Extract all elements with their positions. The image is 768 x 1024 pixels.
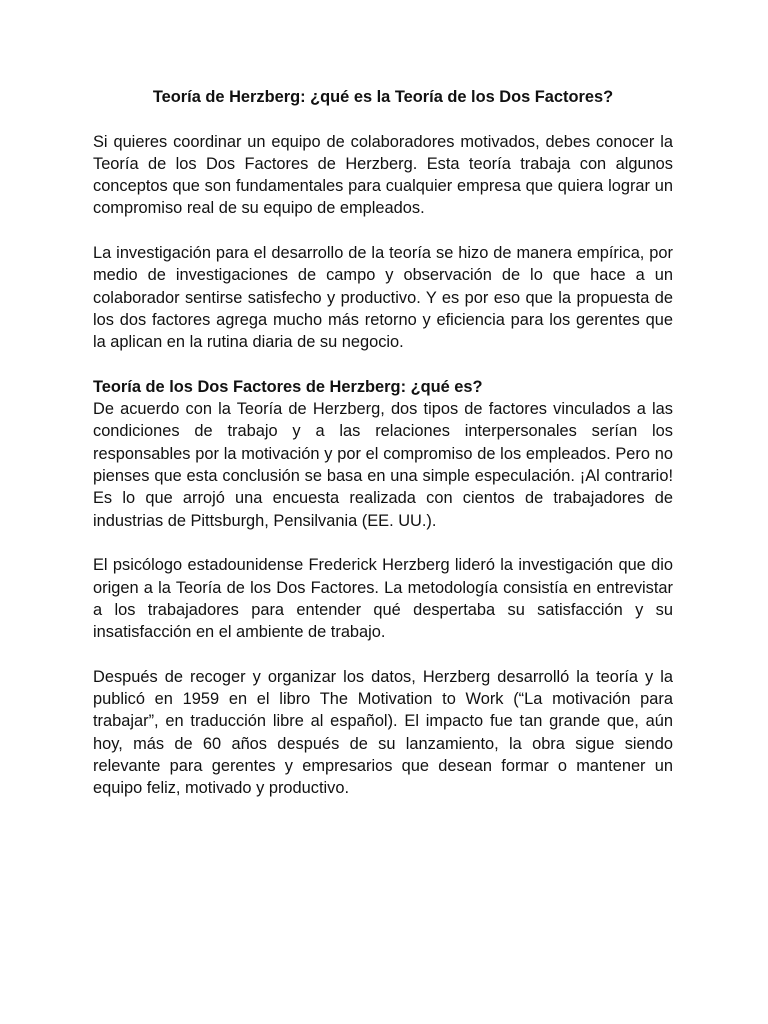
section-paragraph-1: De acuerdo con la Teoría de Herzberg, dos tipos de factores vinculados a las condiciones de trabajo y a las relaciones interpersonales serían los responsables por la motivación y por el compromiso de los empleados. Pero no pienses que esta conclusión se basa en una simple especulación. ¡Al contrario! Es lo que arrojó una encuesta realizada con cientos de trabajadores de industrias de Pittsburgh, Pensilvania (EE. UU.). bbox=[93, 400, 673, 530]
intro-paragraph-1: Si quieres coordinar un equipo de colaboradores motivados, debes conocer la Teoría de los Dos Factores de Herzberg. Esta teoría trabaja con algunos conceptos que son fundamentales para cualquier empresa que quiera lograr un compromiso real de su equipo de empleados. bbox=[93, 132, 673, 218]
section-heading: Teoría de los Dos Factores de Herzberg: ¿qué es? bbox=[93, 377, 483, 396]
document-page bbox=[93, 86, 673, 822]
section-paragraph-2: El psicólogo estadounidense Frederick Herzberg lideró la investigación que dio origen a la Teoría de los Dos Factores. La metodología consistía en entrevistar a los trabajadores para entender qué despertaba su satisfacción y su insatisfacción en el ambiente de trabajo. bbox=[93, 556, 673, 642]
document-title: Teoría de Herzberg: ¿qué es la Teoría de los Dos Factores? bbox=[152, 88, 614, 106]
section-paragraph-3: Después de recoger y organizar los datos, Herzberg desarrolló la teoría y la publicó en 1959 en el libro The Motivation to Work (“La motivación para trabajar”, en traducción libre al español). El impacto fue tan grande que, aún hoy, más de 60 años después de su lanzamiento, la obra sigue siendo relevante para gerentes y empresarios que desean formar o mantener un equipo feliz, motivado y productivo. bbox=[93, 667, 673, 798]
intro-paragraph-2: La investigación para el desarrollo de la teoría se hizo de manera empírica, por medio de investigaciones de campo y observación de lo que hace a un colaborador sentirse satisfecho y productivo. Y es por eso que la propuesta de los dos factores agrega mucho más retorno y eficiencia para los gerentes que la aplican en la rutina diaria de su negocio. bbox=[93, 244, 673, 352]
